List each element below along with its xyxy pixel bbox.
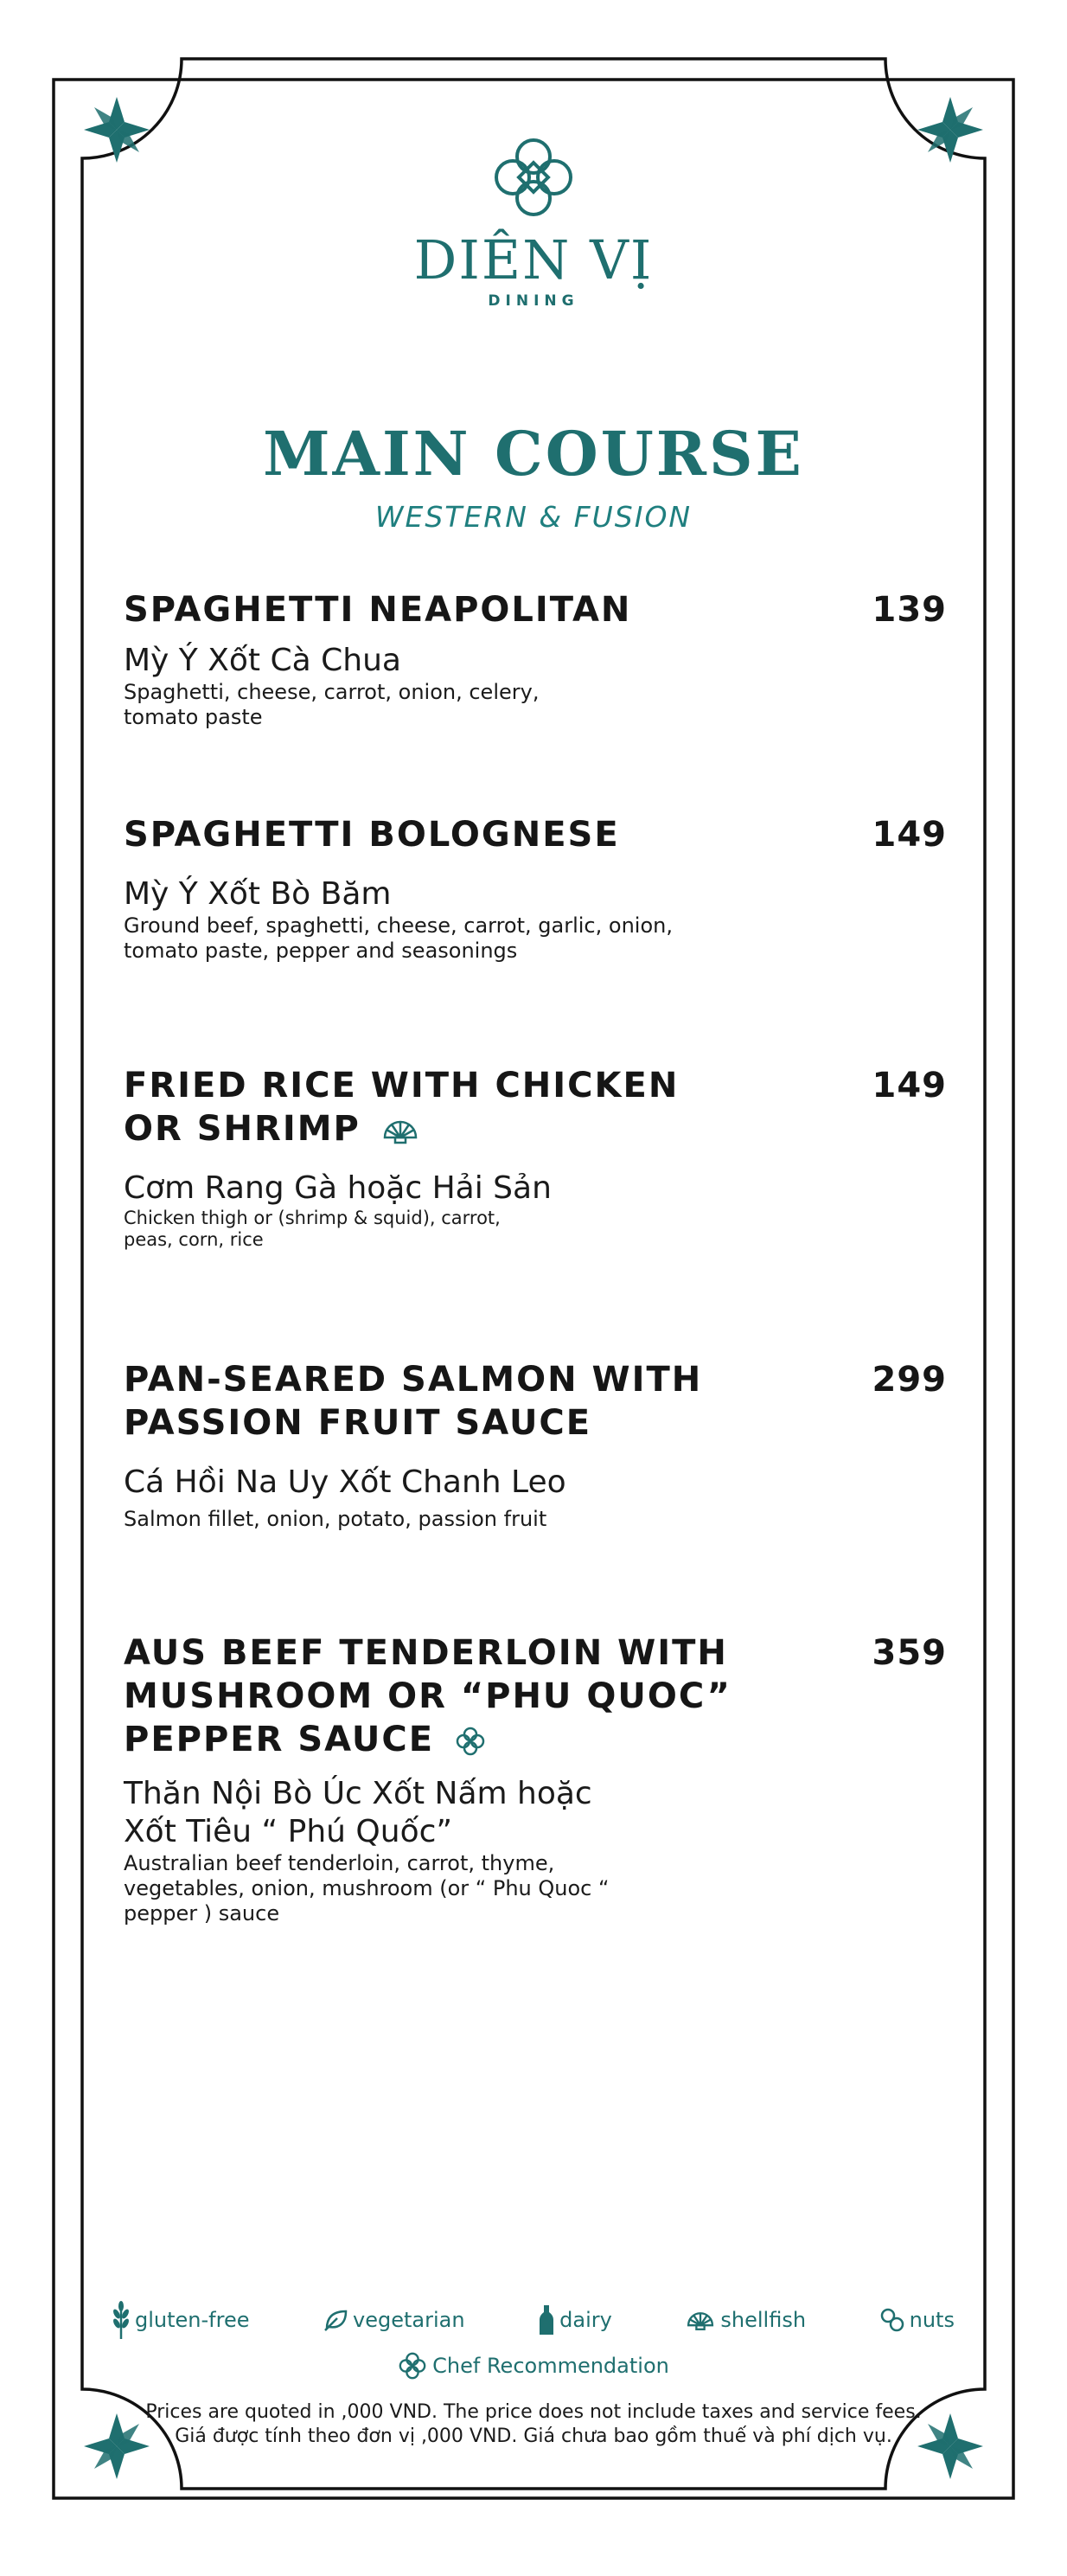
price-note-vietnamese: Giá được tính theo đơn vị ,000 VND. Giá chưa bao gồm thuế và phí dịch vụ.	[175, 2425, 892, 2447]
legend-gluten-free	[112, 2301, 249, 2339]
legend-label: nuts	[909, 2308, 955, 2332]
legend-label: vegetarian	[353, 2308, 465, 2332]
shellfish-icon	[686, 2307, 715, 2333]
menu-item	[124, 1064, 947, 1251]
item-price: 149	[872, 815, 947, 855]
item-name: AUS BEEF TENDERLOIN WITH MUSHROOM OR “PHU QUOC” PEPPER SAUCE	[124, 1633, 732, 1759]
item-vietnamese-name: Thăn Nội Bò Úc Xốt Nấm hoặc Xốt Tiêu “ Phú Quốc”	[124, 1776, 592, 1849]
section-title: MAIN COURSE	[263, 418, 804, 490]
item-name: PAN-SEARED SALMON WITH PASSION FRUIT SAUCE	[124, 1360, 703, 1443]
legend-nuts	[880, 2308, 955, 2332]
legend-label: shellfish	[720, 2308, 807, 2332]
legend-vegetarian	[323, 2308, 465, 2332]
item-vietnamese-name: Mỳ Ý Xốt Cà Chua	[124, 643, 401, 678]
price-note-english: Prices are quoted in ,000 VND. The price does not include taxes and service fees.	[145, 2401, 922, 2423]
leaf-icon	[323, 2308, 348, 2332]
legend-dairy	[539, 2305, 612, 2335]
brand-subtitle: DINING	[488, 292, 579, 310]
item-description: Ground beef, spaghetti, cheese, carrot, garlic, onion, tomato paste, pepper and seasonings	[124, 913, 673, 963]
legend-chef-recommendation	[0, 2351, 1067, 2381]
legend-label: dairy	[559, 2308, 612, 2332]
menu-item	[124, 1358, 947, 1532]
item-description: Salmon fillet, onion, potato, passion fruit	[124, 1507, 547, 1531]
item-name: FRIED RICE WITH CHICKEN OR SHRIMP	[124, 1066, 680, 1149]
item-name-row	[124, 1064, 694, 1150]
flower-logo-icon	[486, 130, 581, 225]
menu-item	[124, 813, 947, 964]
legend-label: Chef Recommendation	[432, 2354, 669, 2378]
legend-shellfish	[686, 2307, 806, 2333]
item-price: 359	[872, 1633, 947, 1673]
dietary-legend	[112, 2301, 955, 2339]
item-name-row	[124, 1631, 764, 1761]
peanut-icon	[880, 2308, 904, 2332]
menu-item	[124, 588, 947, 730]
item-name: SPAGHETTI BOLOGNESE	[124, 815, 620, 855]
item-name: SPAGHETTI NEAPOLITAN	[124, 590, 632, 630]
item-price: 299	[872, 1360, 947, 1400]
item-vietnamese-name: Mỳ Ý Xốt Bò Băm	[124, 876, 392, 912]
item-description: Spaghetti, cheese, carrot, onion, celery, tomato paste	[124, 680, 540, 729]
wheat-icon	[112, 2301, 130, 2339]
brand-name: DIÊN VỊ	[413, 228, 654, 292]
item-price: 149	[872, 1066, 947, 1105]
section-heading	[0, 418, 1067, 534]
item-price: 139	[872, 590, 947, 630]
price-note	[0, 2400, 1067, 2449]
section-subtitle: WESTERN & FUSION	[374, 500, 693, 534]
chef-recommendation-icon	[455, 1726, 486, 1757]
item-description: Australian beef tenderloin, carrot, thyme, vegetables, onion, mushroom (or “ Phu Quoc “ pepper ) sauce	[124, 1851, 610, 1926]
legend-label: gluten-free	[135, 2308, 250, 2332]
chef-recommendation-icon	[398, 2351, 427, 2381]
item-vietnamese-name: Cơm Rang Gà hoặc Hải Sản	[124, 1170, 552, 1206]
item-vietnamese-name: Cá Hồi Na Uy Xốt Chanh Leo	[124, 1464, 566, 1500]
brand-logo	[0, 130, 1067, 310]
menu-item	[124, 1631, 947, 1926]
item-description: Chicken thigh or (shrimp & squid), carrot, peas, corn, rice	[124, 1208, 501, 1250]
shellfish-icon	[381, 1115, 419, 1146]
milk-bottle-icon	[539, 2305, 554, 2335]
